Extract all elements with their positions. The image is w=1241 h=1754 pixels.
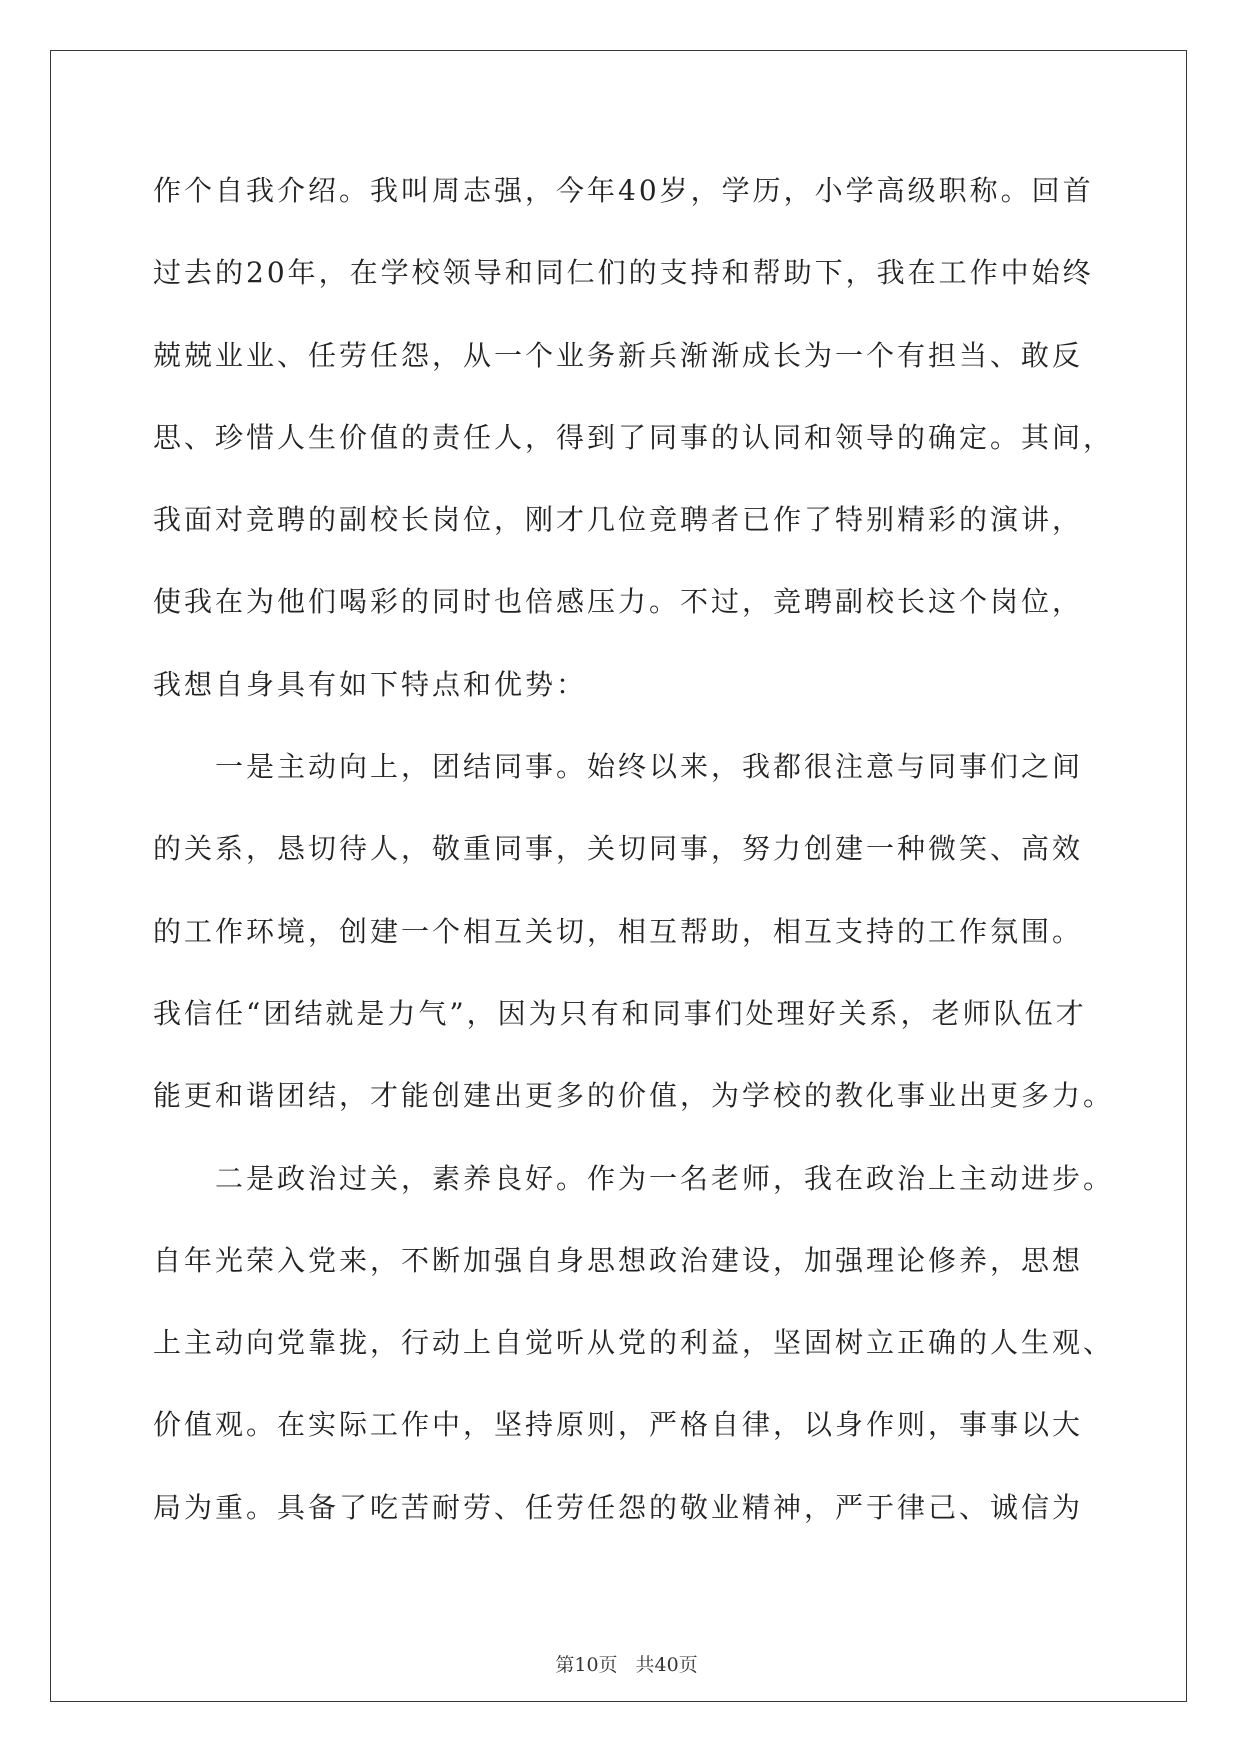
page-total: 共40页 [635,1654,698,1676]
text-line: 我想自身具有如下特点和优势： [153,667,588,701]
text-line: 我信任“团结就是力气”，因为只有和同事们处理好关系，老师队伍才 [153,996,1087,1030]
text-line: 过去的20年，在学校领导和同仁们的支持和帮助下，我在工作中始终 [153,256,1094,290]
text-line: 的关系，恳切待人，敬重同事，关切同事，努力创建一种微笑、高效 [153,832,1084,866]
text-line: 自年光荣入党来，不断加强自身思想政治建设，加强理论修养，思想 [153,1243,1084,1277]
paragraph-first-line: 二是政治过关，素养良好。作为一名老师，我在政治上主动进步。 [215,1161,1115,1195]
document-body [153,150,1153,1549]
text-line: 能更和谐团结，才能创建出更多的价值，为学校的教化事业出更多力。 [153,1079,1115,1113]
text-line: 兢兢业业、任劳任怨，从一个业务新兵渐渐成长为一个有担当、敢反 [153,338,1084,372]
page-number: 第10页 [555,1654,618,1676]
text-line: 的工作环境，创建一个相互关切，相互帮助，相互支持的工作氛围。 [153,914,1084,948]
text-line: 局为重。具备了吃苦耐劳、任劳任怨的敬业精神，严于律己、诚信为 [153,1490,1084,1524]
text-line: 价值观。在实际工作中，坚持原则，严格自律，以身作则，事事以大 [153,1408,1084,1442]
page-footer [0,1626,1241,1678]
paragraph-first-line: 一是主动向上，团结同事。始终以来，我都很注意与同事们之间 [215,750,1084,784]
text-line: 思、珍惜人生价值的责任人，得到了同事的认同和领导的确定。其间， [153,420,1115,454]
text-line: 使我在为他们喝彩的同时也倍感压力。不过，竞聘副校长这个岗位， [153,585,1084,619]
text-line: 我面对竞聘的副校长岗位，刚才几位竞聘者已作了特别精彩的演讲， [153,503,1084,537]
text-line: 作个自我介绍。我叫周志强，今年40岁，学历，小学高级职称。回首 [153,174,1094,207]
text-line: 上主动向党靠拢，行动上自觉听从党的利益，坚固树立正确的人生观、 [153,1326,1115,1360]
